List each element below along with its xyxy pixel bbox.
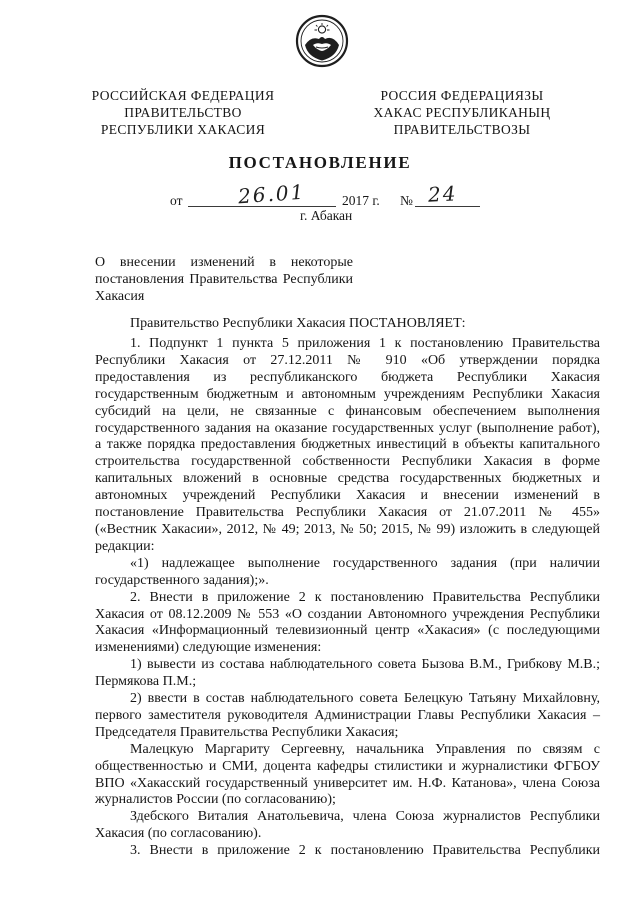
body-line: 2) ввести в состав наблюдательного совета Белецкую Татьяну Михайловну, bbox=[130, 691, 600, 707]
body-line: Хакасия от 08.12.2009 № 553 «О создании Автономного учреждения Республики bbox=[95, 606, 600, 622]
body-line: государственного задания);». bbox=[95, 572, 269, 588]
date-prefix: от bbox=[170, 193, 183, 208]
body-line: журналистов России (по согласованию); bbox=[95, 792, 336, 808]
body-line: субсидий на цели, не связанные с финансовым обеспечением выполнения bbox=[95, 403, 600, 419]
number-underline bbox=[415, 206, 480, 207]
subject-line: Хакасия bbox=[95, 289, 145, 304]
body-paragraph bbox=[95, 590, 600, 658]
subject-line: постановления Правительства Республики bbox=[95, 272, 353, 287]
body-line: общественностью и СМИ, доцента кафедры стилистики и журналистики ФГБОУ bbox=[95, 758, 600, 774]
body-paragraph bbox=[95, 556, 600, 590]
body-line: Малецкую Маргариту Сергеевну, начальника Управления по связям с bbox=[130, 741, 600, 757]
header-right-line: ПРАВИТЕЛЬСТВОЗЫ bbox=[393, 122, 531, 137]
body-paragraph bbox=[95, 316, 600, 333]
body-line: предоставления из республиканского бюджета Республики Хакасия bbox=[95, 369, 600, 385]
body-line: ВПО «Хакасский государственный университет им. Н.Ф. Катанова», члена Союза bbox=[95, 775, 600, 791]
body-line: постановление Правительства Республики Хакасия от 21.07.2011 № 455» bbox=[95, 505, 600, 521]
body-line: капитальных вложений в основные средства государственных бюджетных и bbox=[95, 471, 600, 487]
body-line: автономных учреждений Республики Хакасия и внесении изменений в bbox=[95, 488, 600, 504]
body-paragraph bbox=[95, 809, 600, 843]
header-right-line: РОССИЯ ФЕДЕРАЦИЯЗЫ bbox=[380, 88, 544, 103]
body-line: Хакасия (по согласованию). bbox=[95, 826, 262, 842]
body-paragraph bbox=[95, 336, 600, 556]
header-left-block bbox=[78, 87, 288, 138]
body-line: 1) вывести из состава наблюдательного совета Бызова В.М., Грибкову М.В.; bbox=[130, 657, 600, 673]
body-paragraph bbox=[95, 657, 600, 691]
header-right-line: ХАКАС РЕСПУБЛИКАНЫҢ bbox=[373, 105, 551, 120]
document-body bbox=[95, 316, 600, 860]
city-name: г. Абакан bbox=[300, 208, 353, 223]
body-line: Здебского Виталия Анатольевича, члена Союза журналистов Республики bbox=[130, 809, 600, 825]
body-line: «1) надлежащее выполнение государственного задания (при наличии bbox=[130, 555, 600, 571]
body-line: 2. Внести в приложение 2 к постановлению Правительства Республики bbox=[130, 589, 600, 605]
body-line: Хакасия «Информационный телевизионный центр «Хакасия» (с последующими bbox=[95, 623, 600, 639]
body-line: («Вестник Хакасии», 2012, № 49; 2013, № 50; 2015, № 99) изложить в следующей bbox=[95, 521, 600, 537]
body-line: 1. Подпункт 1 пункта 5 приложения 1 к постановлению Правительства bbox=[130, 336, 600, 351]
body-line: редакции: bbox=[95, 538, 155, 554]
body-paragraph bbox=[95, 742, 600, 810]
body-line: государственным бюджетным и автономным учреждениям Республики Хакасия bbox=[95, 386, 600, 402]
body-paragraph bbox=[95, 691, 600, 742]
body-line: первого заместителя руководителя Администрации Главы Республики Хакасия – bbox=[95, 707, 600, 723]
body-line: Пермякова П.М.; bbox=[95, 674, 197, 690]
header-left-line: РЕСПУБЛИКИ ХАКАСИЯ bbox=[100, 122, 266, 137]
handwritten-date: 26.01 bbox=[237, 179, 307, 209]
header-left-line: ПРАВИТЕЛЬСТВО bbox=[124, 105, 242, 120]
body-line: строительства государственной собственности Республики Хакасия в форме bbox=[95, 454, 600, 470]
coat-of-arms-emblem bbox=[295, 14, 349, 68]
header-left-line: РОССИЙСКАЯ ФЕДЕРАЦИЯ bbox=[91, 88, 275, 103]
number-sign: № bbox=[400, 193, 413, 208]
body-line: государственного задания на оказание государственных услуг (выполнение работ), bbox=[95, 420, 600, 436]
body-line: изменениями) следующие изменения: bbox=[95, 640, 322, 656]
body-line: Председателя Правительства Республики Хакасия; bbox=[95, 724, 399, 740]
handwritten-number: 24 bbox=[427, 181, 459, 207]
body-line: а также порядка предоставления бюджетных инвестиций в объекты капитального bbox=[95, 437, 600, 453]
body-line: Республики Хакасия от 27.12.2011 № 910 «Об утверждении порядка bbox=[95, 352, 600, 368]
subject-line: О внесении изменений в некоторые bbox=[95, 255, 353, 270]
body-line: 3. Внести в приложение 2 к постановлению Правительства Республики bbox=[130, 843, 600, 859]
header-right-block bbox=[357, 87, 567, 138]
body-line: Правительство Республики Хакасия ПОСТАНОВЛЯЕТ: bbox=[130, 316, 466, 331]
document-subject bbox=[95, 254, 353, 305]
document-title: ПОСТАНОВЛЕНИЕ bbox=[228, 153, 412, 172]
date-year: 2017 г. bbox=[342, 193, 380, 208]
body-paragraph bbox=[95, 843, 600, 860]
